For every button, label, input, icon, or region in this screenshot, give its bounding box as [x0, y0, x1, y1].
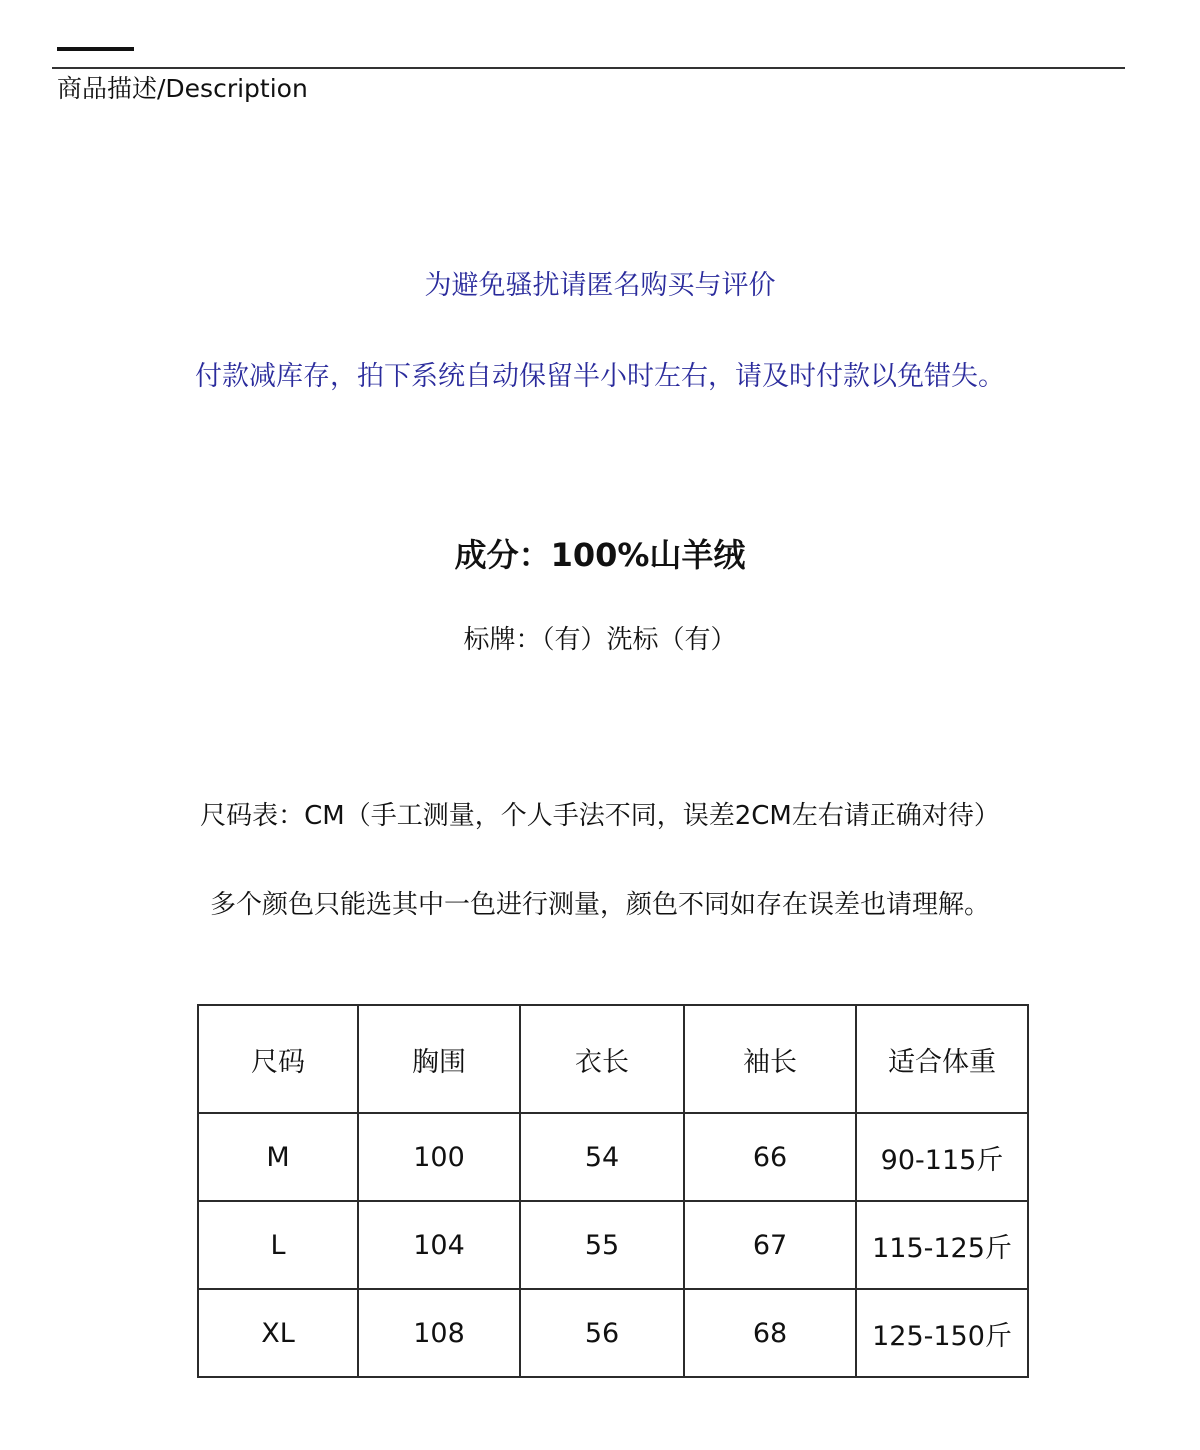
cell-sleeve: 68: [684, 1289, 856, 1377]
cell-length: 54: [520, 1113, 684, 1201]
cell-size: XL: [198, 1289, 358, 1377]
size-chart-table: [197, 1004, 1029, 1378]
cell-weight: 125-150斤: [856, 1289, 1028, 1377]
cell-weight: 90-115斤: [856, 1113, 1028, 1201]
composition-text: 成分：100%山羊绒: [454, 536, 746, 574]
header-length: 衣长: [520, 1005, 684, 1113]
cell-length: 56: [520, 1289, 684, 1377]
table-row: [198, 1113, 1028, 1201]
cell-weight: 115-125斤: [856, 1201, 1028, 1289]
color-measurement-note: 多个颜色只能选其中一色进行测量，颜色不同如存在误差也请理解。: [209, 890, 990, 920]
cell-sleeve: 67: [684, 1201, 856, 1289]
payment-notice: 付款减库存，拍下系统自动保留半小时左右，请及时付款以免错失。: [195, 361, 1005, 392]
header-accent-bar: [57, 47, 134, 51]
cell-size: M: [198, 1113, 358, 1201]
header-size: 尺码: [198, 1005, 358, 1113]
anonymous-purchase-notice: 为避免骚扰请匿名购买与评价: [424, 270, 776, 301]
table-row: [198, 1289, 1028, 1377]
cell-chest: 104: [358, 1201, 520, 1289]
cell-chest: 108: [358, 1289, 520, 1377]
header-sleeve: 袖长: [684, 1005, 856, 1113]
header-weight: 适合体重: [856, 1005, 1028, 1113]
cell-length: 55: [520, 1201, 684, 1289]
table-row: [198, 1201, 1028, 1289]
table-header-row: [198, 1005, 1028, 1113]
size-chart-note: 尺码表：CM（手工测量，个人手法不同，误差2CM左右请正确对待）: [200, 801, 1000, 831]
header-chest: 胸围: [358, 1005, 520, 1113]
section-title: 商品描述/Description: [57, 74, 308, 103]
header-divider: [52, 67, 1125, 69]
cell-chest: 100: [358, 1113, 520, 1201]
cell-sleeve: 66: [684, 1113, 856, 1201]
cell-size: L: [198, 1201, 358, 1289]
labels-text: 标牌：（有）洗标（有）: [463, 625, 737, 655]
